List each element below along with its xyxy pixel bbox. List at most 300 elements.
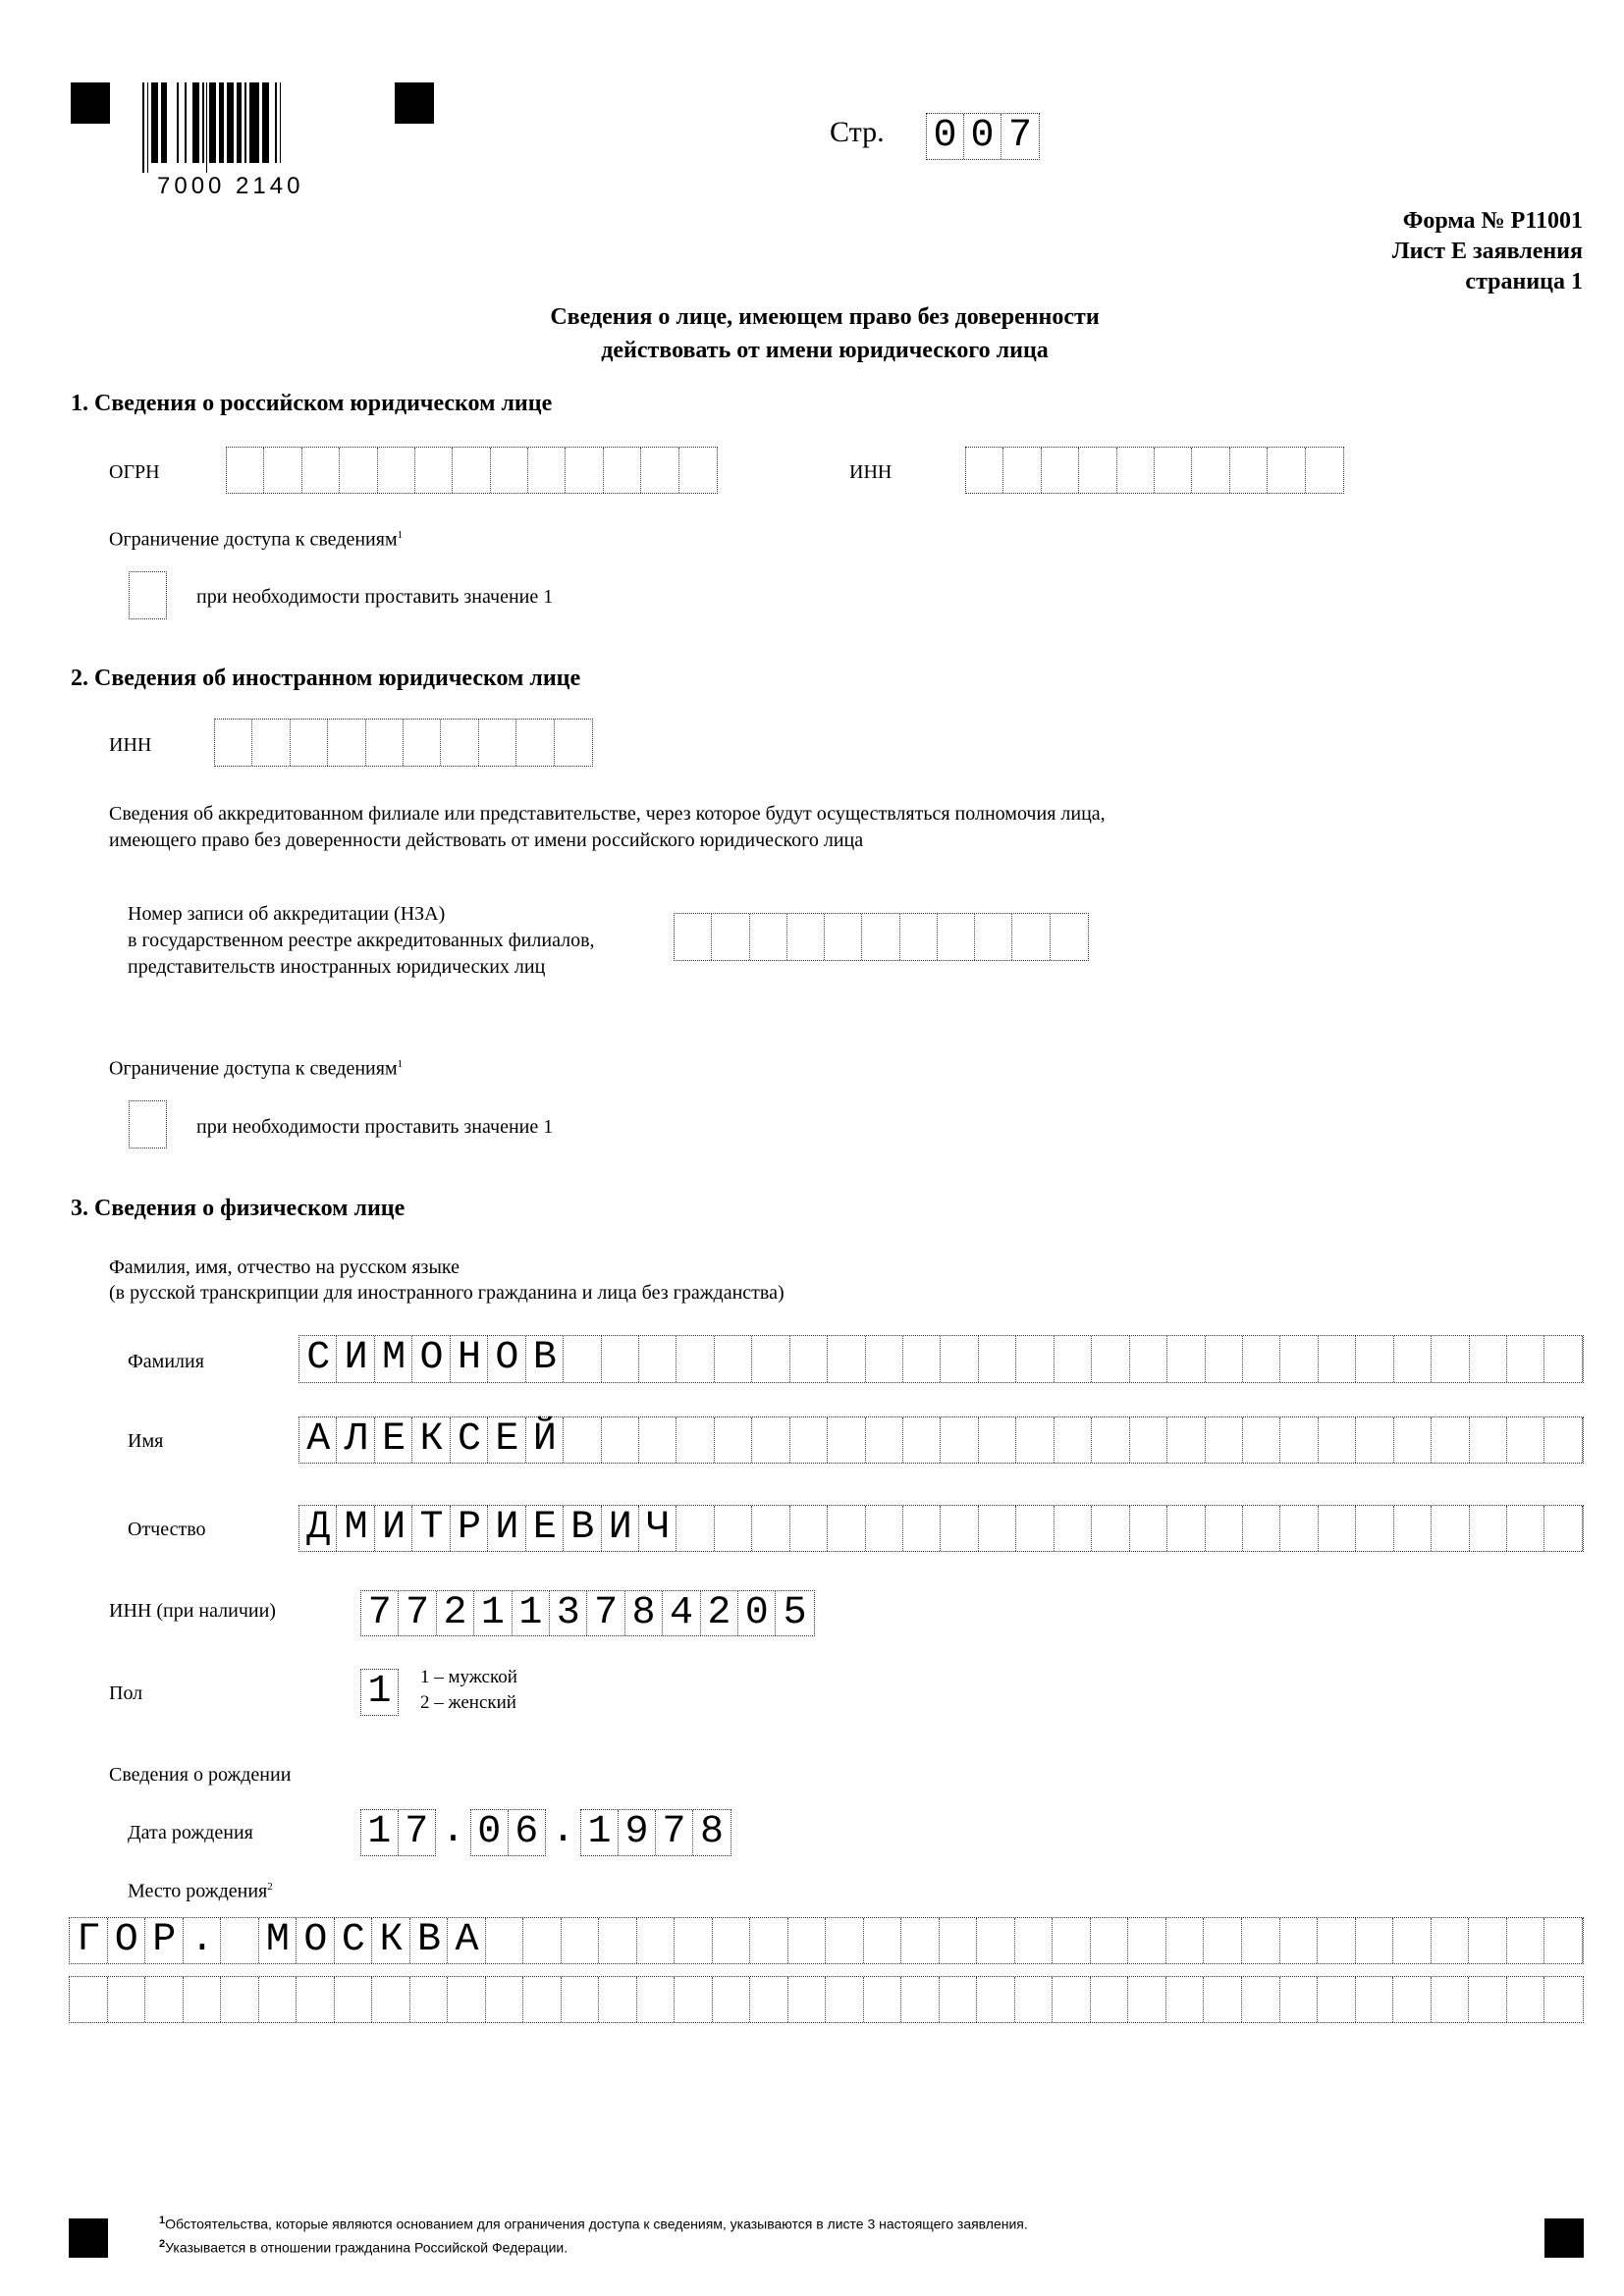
char-cell[interactable] — [903, 1336, 941, 1382]
char-cell[interactable] — [404, 720, 441, 766]
char-cell[interactable] — [675, 1977, 713, 2022]
char-cell[interactable] — [526, 1506, 564, 1551]
char-cell[interactable] — [1507, 1336, 1544, 1382]
char-cell[interactable] — [1242, 1977, 1280, 2022]
char-cell[interactable]: 2 — [437, 1591, 474, 1635]
char-cell[interactable] — [1394, 1417, 1432, 1463]
char-cell[interactable] — [713, 1918, 751, 1963]
char-cell[interactable] — [1003, 448, 1041, 493]
char-cell[interactable] — [1206, 1506, 1243, 1551]
birth-place-line1-field[interactable] — [69, 1917, 1584, 1964]
section2-restriction-text: Ограничение доступа к сведениям — [109, 1057, 398, 1080]
char-cell[interactable] — [145, 1977, 184, 2022]
char-cell[interactable] — [448, 1977, 486, 2022]
char-cell[interactable] — [1394, 1506, 1432, 1551]
char-cell[interactable]: 0 — [964, 114, 1001, 159]
char-cell[interactable] — [1130, 1336, 1167, 1382]
char-cell[interactable] — [901, 1918, 940, 1963]
char-cell[interactable] — [903, 1506, 941, 1551]
char-cell[interactable] — [1012, 914, 1050, 960]
char-cell[interactable] — [1204, 1977, 1242, 2022]
char-cell[interactable] — [825, 914, 862, 960]
char-cell[interactable] — [713, 1977, 751, 2022]
char-cell[interactable] — [864, 1977, 902, 2022]
char-cell[interactable] — [1507, 1506, 1544, 1551]
char-cell[interactable] — [826, 1977, 864, 2022]
char-cell[interactable] — [828, 1417, 865, 1463]
birth-place-line2-field[interactable] — [69, 1976, 1584, 2023]
char-cell[interactable] — [1130, 1417, 1167, 1463]
char-cell[interactable]: 1 — [367, 1670, 392, 1714]
char-cell[interactable] — [564, 1417, 601, 1463]
char-cell[interactable]: 1 — [361, 1810, 399, 1855]
char-cell[interactable] — [1055, 1417, 1092, 1463]
char-cell[interactable] — [297, 1918, 335, 1963]
char-cell[interactable] — [564, 1336, 601, 1382]
char-cell[interactable] — [297, 1977, 335, 2022]
char-cell[interactable]: 0 — [927, 114, 964, 159]
birth-date-field[interactable] — [360, 1809, 731, 1856]
char-cell[interactable] — [555, 720, 592, 766]
birth-month-field[interactable] — [470, 1809, 546, 1856]
char-cell[interactable] — [941, 1506, 978, 1551]
char-cell[interactable] — [977, 1977, 1015, 2022]
char-cell[interactable] — [410, 1918, 449, 1963]
char-cell[interactable] — [375, 1417, 412, 1463]
char-cell[interactable] — [299, 1506, 337, 1551]
char-cell[interactable] — [415, 448, 453, 493]
char-cell[interactable] — [790, 1336, 828, 1382]
char-cell[interactable] — [252, 720, 290, 766]
char-cell[interactable] — [677, 1506, 714, 1551]
char-cell[interactable] — [715, 1506, 752, 1551]
char-cell[interactable] — [1356, 1506, 1393, 1551]
char-cell[interactable] — [1092, 1506, 1129, 1551]
section2-inn-field[interactable] — [214, 719, 593, 767]
char-cell[interactable] — [866, 1417, 903, 1463]
char-cell[interactable] — [1042, 448, 1079, 493]
char-cell[interactable]: 7 — [1007, 114, 1032, 158]
char-cell[interactable] — [1016, 1417, 1054, 1463]
char-cell[interactable] — [366, 720, 404, 766]
char-cell[interactable] — [375, 1506, 412, 1551]
person-inn-field[interactable] — [360, 1590, 815, 1636]
nza-label-line1: Номер записи об аккредитации (НЗА) — [128, 903, 446, 925]
char-cell[interactable] — [602, 1506, 639, 1551]
char-cell[interactable] — [1356, 1977, 1394, 2022]
char-cell[interactable] — [1469, 1918, 1507, 1963]
char-cell[interactable] — [523, 1977, 562, 2022]
char-cell[interactable] — [1167, 1336, 1205, 1382]
char-cell[interactable] — [1507, 1417, 1544, 1463]
char-cell[interactable] — [826, 1918, 864, 1963]
char-cell[interactable] — [227, 448, 264, 493]
char-cell[interactable]: 3 — [550, 1591, 587, 1635]
char-cell[interactable] — [479, 720, 516, 766]
surname-value: СИМОНОВ — [306, 1336, 571, 1380]
char-cell[interactable] — [221, 1918, 259, 1963]
char-cell[interactable] — [866, 1336, 903, 1382]
char-cell[interactable] — [602, 1336, 639, 1382]
char-cell[interactable] — [410, 1977, 449, 2022]
char-cell[interactable] — [828, 1336, 865, 1382]
char-cell[interactable] — [1092, 1417, 1129, 1463]
nza-label-line3: представительств иностранных юридических лиц — [128, 956, 546, 978]
char-cell[interactable] — [1051, 914, 1088, 960]
char-cell[interactable] — [862, 914, 899, 960]
surname-field[interactable] — [298, 1335, 1584, 1383]
char-cell[interactable] — [299, 1417, 337, 1463]
char-cell[interactable] — [302, 448, 340, 493]
char-cell[interactable] — [1280, 1336, 1318, 1382]
footnote-2 — [159, 2238, 568, 2256]
char-cell[interactable]: 1 — [474, 1591, 512, 1635]
char-cell[interactable] — [488, 1417, 525, 1463]
char-cell[interactable] — [1356, 1417, 1393, 1463]
page-title — [0, 300, 1624, 367]
branch-description-line2: имеющего право без доверенности действовать от имени российского юридического лица — [109, 829, 864, 851]
page-number-field[interactable] — [926, 113, 1040, 160]
char-cell[interactable] — [903, 1417, 941, 1463]
char-cell[interactable]: 0 — [471, 1810, 509, 1855]
char-cell[interactable] — [259, 1918, 298, 1963]
char-cell[interactable] — [1055, 1506, 1092, 1551]
barcode-space — [167, 82, 177, 163]
char-cell[interactable] — [790, 1506, 828, 1551]
char-cell[interactable] — [1243, 1506, 1280, 1551]
char-cell[interactable]: 2 — [701, 1591, 738, 1635]
char-cell[interactable] — [1091, 1918, 1129, 1963]
char-cell[interactable] — [1544, 1977, 1583, 2022]
char-cell[interactable] — [1306, 448, 1343, 493]
char-cell[interactable] — [1280, 1918, 1319, 1963]
char-cell[interactable] — [523, 1918, 562, 1963]
char-cell[interactable] — [1393, 1918, 1432, 1963]
char-cell[interactable] — [335, 1918, 373, 1963]
char-cell[interactable] — [900, 914, 938, 960]
char-cell[interactable] — [1243, 1336, 1280, 1382]
char-cell[interactable] — [1507, 1977, 1545, 2022]
char-cell[interactable] — [528, 448, 566, 493]
birth-day-field[interactable] — [360, 1809, 436, 1856]
char-cell[interactable] — [451, 1506, 488, 1551]
branch-description — [109, 801, 1106, 854]
char-cell[interactable] — [299, 1336, 337, 1382]
char-cell[interactable] — [677, 1417, 714, 1463]
char-cell[interactable] — [516, 720, 554, 766]
char-cell[interactable] — [1053, 1977, 1091, 2022]
char-cell[interactable] — [1230, 448, 1268, 493]
char-cell[interactable] — [337, 1336, 374, 1382]
char-cell[interactable] — [488, 1506, 525, 1551]
char-cell[interactable] — [1544, 1417, 1582, 1463]
sheet-name: Лист Е заявления — [1391, 239, 1583, 264]
corner-marker-top-left — [71, 82, 110, 124]
char-cell[interactable] — [412, 1336, 450, 1382]
char-cell[interactable] — [938, 914, 975, 960]
char-cell[interactable] — [372, 1918, 410, 1963]
char-cell[interactable] — [1318, 1918, 1356, 1963]
nza-field[interactable] — [674, 913, 1089, 961]
section3-heading: 3. Сведения о физическом лице — [71, 1196, 406, 1221]
char-cell[interactable] — [1319, 1417, 1356, 1463]
char-cell[interactable]: 8 — [699, 1810, 724, 1854]
char-cell[interactable] — [337, 1506, 374, 1551]
char-cell[interactable] — [1079, 448, 1116, 493]
char-cell[interactable] — [1166, 1918, 1205, 1963]
char-cell[interactable] — [1356, 1918, 1394, 1963]
char-cell[interactable] — [1470, 1336, 1507, 1382]
char-cell[interactable] — [639, 1417, 677, 1463]
char-cell[interactable]: 7 — [361, 1591, 399, 1635]
char-cell[interactable] — [328, 720, 365, 766]
char-cell[interactable] — [486, 1918, 524, 1963]
char-cell[interactable] — [491, 448, 528, 493]
char-cell[interactable] — [637, 1918, 676, 1963]
patronymic-field[interactable] — [298, 1505, 1584, 1552]
char-cell[interactable]: 1 — [581, 1810, 619, 1855]
section1-restriction-checkbox[interactable] — [129, 571, 167, 619]
char-cell[interactable] — [1280, 1417, 1318, 1463]
char-cell[interactable] — [108, 1918, 146, 1963]
char-cell[interactable] — [715, 1336, 752, 1382]
char-cell[interactable] — [1166, 1977, 1205, 2022]
char-cell[interactable] — [1432, 1918, 1470, 1963]
char-cell[interactable] — [448, 1918, 486, 1963]
char-cell[interactable] — [566, 448, 603, 493]
char-cell[interactable] — [1092, 1336, 1129, 1382]
char-cell[interactable] — [866, 1506, 903, 1551]
char-cell[interactable]: 4 — [663, 1591, 700, 1635]
footnote-1-text: Обстоятельства, которые являются основанием для ограничения доступа к сведениям, указываются в листе 3 настоящего заявления. — [165, 2216, 1028, 2232]
barcode-bar — [192, 82, 199, 163]
char-cell[interactable] — [1155, 448, 1192, 493]
char-cell[interactable] — [1470, 1506, 1507, 1551]
char-cell[interactable] — [184, 1977, 222, 2022]
birth-year-field[interactable] — [580, 1809, 731, 1856]
patronymic-value: ДМИТРИЕВИЧ — [306, 1506, 684, 1550]
char-cell[interactable] — [1192, 448, 1229, 493]
char-cell[interactable] — [637, 1977, 676, 2022]
char-cell[interactable] — [453, 448, 490, 493]
char-cell[interactable] — [1242, 1918, 1280, 1963]
section1-restriction-label — [109, 524, 403, 551]
char-cell[interactable] — [1319, 1336, 1356, 1382]
char-cell[interactable] — [639, 1506, 677, 1551]
char-cell[interactable] — [864, 1918, 902, 1963]
char-cell[interactable] — [604, 448, 641, 493]
char-cell[interactable] — [712, 914, 749, 960]
char-cell[interactable] — [1206, 1336, 1243, 1382]
nza-label — [128, 901, 595, 981]
char-cell[interactable] — [1268, 448, 1305, 493]
char-cell[interactable] — [1544, 1918, 1583, 1963]
char-cell[interactable]: 9 — [619, 1810, 656, 1855]
char-cell[interactable] — [1318, 1977, 1356, 2022]
char-cell[interactable] — [675, 1918, 713, 1963]
char-cell[interactable] — [750, 914, 787, 960]
char-cell[interactable] — [1394, 1336, 1432, 1382]
gender-option-female: 2 – женский — [420, 1692, 516, 1713]
char-cell[interactable] — [564, 1506, 601, 1551]
gender-option-male: 1 – мужской — [420, 1667, 517, 1687]
char-cell[interactable] — [340, 448, 377, 493]
char-cell[interactable] — [1091, 1977, 1129, 2022]
char-cell[interactable]: 1 — [513, 1591, 550, 1635]
char-cell[interactable]: 8 — [625, 1591, 663, 1635]
char-cell[interactable] — [677, 1336, 714, 1382]
char-cell[interactable] — [979, 1417, 1016, 1463]
char-cell[interactable] — [264, 448, 301, 493]
char-cell[interactable] — [602, 1417, 639, 1463]
char-cell[interactable] — [599, 1918, 637, 1963]
char-cell[interactable] — [1206, 1417, 1243, 1463]
char-cell[interactable] — [979, 1336, 1016, 1382]
char-cell[interactable] — [715, 1417, 752, 1463]
birth-place-line1-value: ГОР. МОСКВА — [77, 1918, 494, 1962]
char-cell[interactable] — [130, 1101, 166, 1148]
footnote-ref: 2 — [267, 1881, 273, 1893]
char-cell[interactable] — [108, 1977, 146, 2022]
section1-inn-field[interactable] — [965, 447, 1344, 494]
patronymic-label: Отчество — [128, 1519, 206, 1540]
char-cell[interactable] — [1167, 1417, 1205, 1463]
char-cell[interactable] — [337, 1417, 374, 1463]
char-cell[interactable] — [1167, 1506, 1205, 1551]
gender-field[interactable] — [360, 1669, 399, 1716]
char-cell[interactable] — [412, 1506, 450, 1551]
char-cell[interactable] — [750, 1918, 788, 1963]
char-cell[interactable] — [441, 720, 478, 766]
date-separator: . — [441, 1809, 465, 1853]
char-cell[interactable] — [1544, 1506, 1582, 1551]
char-cell[interactable] — [1507, 1918, 1545, 1963]
char-cell[interactable] — [130, 572, 166, 618]
char-cell[interactable]: 6 — [514, 1810, 539, 1854]
ogrn-field[interactable] — [226, 447, 718, 494]
barcode-number: 7000 2140 — [157, 173, 304, 199]
char-cell[interactable] — [752, 1417, 789, 1463]
char-cell[interactable] — [412, 1417, 450, 1463]
char-cell[interactable] — [1432, 1417, 1469, 1463]
char-cell[interactable] — [1204, 1918, 1242, 1963]
char-cell[interactable] — [70, 1918, 108, 1963]
char-cell[interactable] — [599, 1977, 637, 2022]
char-cell[interactable] — [1280, 1977, 1319, 2022]
char-cell[interactable] — [641, 448, 678, 493]
char-cell[interactable] — [1130, 1506, 1167, 1551]
char-cell[interactable]: 7 — [656, 1810, 693, 1855]
char-cell[interactable] — [966, 448, 1003, 493]
char-cell[interactable] — [977, 1918, 1015, 1963]
char-cell[interactable] — [1117, 448, 1155, 493]
char-cell[interactable] — [526, 1417, 564, 1463]
char-cell[interactable]: 5 — [783, 1591, 807, 1635]
char-cell[interactable] — [562, 1977, 600, 2022]
char-cell[interactable] — [526, 1336, 564, 1382]
char-cell[interactable] — [291, 720, 328, 766]
char-cell[interactable] — [221, 1977, 259, 2022]
char-cell[interactable]: 7 — [587, 1591, 624, 1635]
section2-heading: 2. Сведения об иностранном юридическом лице — [71, 666, 581, 691]
char-cell[interactable] — [787, 914, 825, 960]
name-field[interactable] — [298, 1416, 1584, 1464]
char-cell[interactable] — [1393, 1977, 1432, 2022]
char-cell[interactable] — [372, 1977, 410, 2022]
char-cell[interactable]: 7 — [405, 1810, 429, 1854]
char-cell[interactable] — [375, 1336, 412, 1382]
char-cell[interactable] — [788, 1977, 827, 2022]
char-cell[interactable] — [1053, 1918, 1091, 1963]
char-cell[interactable] — [1544, 1336, 1582, 1382]
char-cell[interactable] — [828, 1506, 865, 1551]
fio-description-line1: Фамилия, имя, отчество на русском языке — [109, 1256, 460, 1278]
footnote-ref: 1 — [397, 1058, 404, 1070]
char-cell[interactable] — [1470, 1417, 1507, 1463]
section2-restriction-checkbox[interactable] — [129, 1100, 167, 1148]
char-cell[interactable] — [1432, 1336, 1469, 1382]
char-cell[interactable] — [1016, 1506, 1054, 1551]
char-cell[interactable] — [679, 448, 717, 493]
char-cell[interactable] — [1280, 1506, 1318, 1551]
char-cell[interactable] — [145, 1918, 184, 1963]
char-cell[interactable] — [941, 1417, 978, 1463]
char-cell[interactable] — [752, 1336, 789, 1382]
branch-description-line1: Сведения об аккредитованном филиале или представительстве, через которое будут осуществляться полномочия лица, — [109, 803, 1106, 825]
char-cell[interactable] — [1055, 1336, 1092, 1382]
char-cell[interactable] — [1469, 1977, 1507, 2022]
char-cell[interactable] — [378, 448, 415, 493]
char-cell[interactable] — [70, 1977, 108, 2022]
char-cell[interactable] — [1243, 1417, 1280, 1463]
char-cell[interactable] — [1432, 1977, 1470, 2022]
char-cell[interactable] — [1432, 1506, 1469, 1551]
char-cell[interactable] — [1015, 1977, 1054, 2022]
char-cell[interactable] — [975, 914, 1012, 960]
char-cell[interactable] — [752, 1506, 789, 1551]
char-cell[interactable] — [562, 1918, 600, 1963]
char-cell[interactable] — [1128, 1918, 1166, 1963]
char-cell[interactable] — [184, 1918, 222, 1963]
char-cell[interactable]: 0 — [738, 1591, 776, 1635]
char-cell[interactable] — [1356, 1336, 1393, 1382]
char-cell[interactable] — [675, 914, 712, 960]
char-cell[interactable] — [1319, 1506, 1356, 1551]
char-cell[interactable] — [486, 1977, 524, 2022]
char-cell[interactable] — [750, 1977, 788, 2022]
char-cell[interactable] — [639, 1336, 677, 1382]
char-cell[interactable] — [979, 1506, 1016, 1551]
char-cell[interactable] — [488, 1336, 525, 1382]
char-cell[interactable] — [940, 1918, 978, 1963]
char-cell[interactable] — [259, 1977, 298, 2022]
char-cell[interactable] — [1015, 1918, 1054, 1963]
char-cell[interactable] — [335, 1977, 373, 2022]
char-cell[interactable] — [451, 1417, 488, 1463]
char-cell[interactable] — [1128, 1977, 1166, 2022]
char-cell[interactable]: 7 — [399, 1591, 436, 1635]
footnote-1-mark: 1 — [159, 2215, 166, 2226]
char-cell[interactable] — [901, 1977, 940, 2022]
char-cell[interactable] — [215, 720, 252, 766]
section2-restriction-label — [109, 1053, 403, 1080]
char-cell[interactable] — [940, 1977, 978, 2022]
char-cell[interactable] — [1016, 1336, 1054, 1382]
char-cell[interactable] — [941, 1336, 978, 1382]
char-cell[interactable] — [451, 1336, 488, 1382]
char-cell[interactable] — [790, 1417, 828, 1463]
char-cell[interactable] — [788, 1918, 827, 1963]
